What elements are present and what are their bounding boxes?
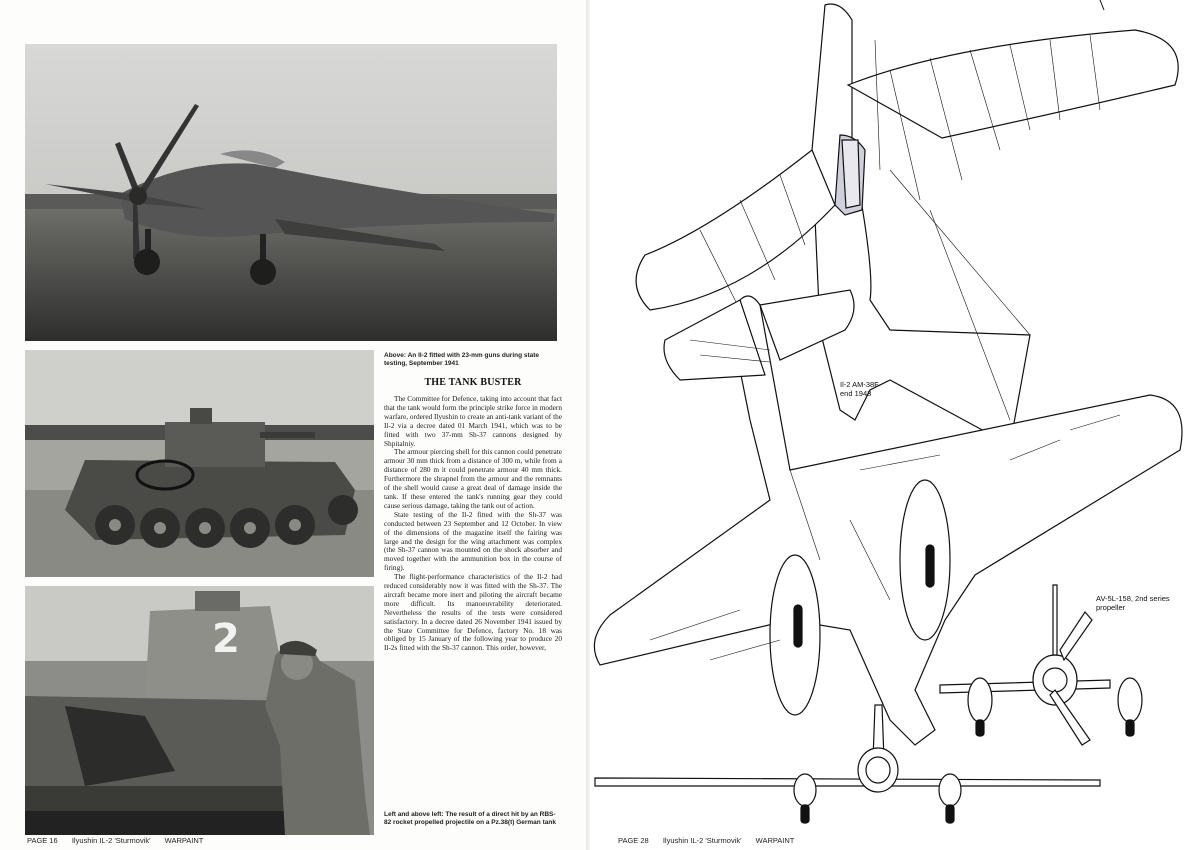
left-page [0, 0, 590, 850]
rear-view [595, 705, 1100, 823]
paragraph: The Committee for Defence, taking into account that fact that the tank would form the principle strike force in modern warfare, ordered Ilyushin to create an anti-tank variant of the Il-2 via a decree dated 01 March 1941, which was to be fitted with two 37-mm Sh-37 cannons designed by Shpitalniy. [384, 395, 562, 448]
photo-destroyed-tank-field [25, 350, 374, 577]
right-page-footer [618, 836, 806, 845]
page-number: PAGE 28 [618, 836, 649, 845]
variant-label [840, 380, 920, 398]
book-title: Ilyushin IL-2 'Sturmovik' [662, 836, 742, 845]
paragraph: The flight-performance characteristics of the Il-2 had reduced considerably now it was fitted with the Sh-37. The aircraft became more inert and piloting the aircraft became more difficult. Its manoeuvrability deteriorated. Nevertheless the results of the tests were considered satisfactory. In a decree dated 26 November 1941 issued by the State Committee for Defence, factory No. 18 was obliged by 15 January of the following year to produce 20 Il-2s fitted with the Sh-37 cannon. This order, however, [384, 572, 562, 653]
left-page-footer [27, 836, 215, 845]
bottom-photo-caption: Left and above left: The result of a direct hit by an RBS-82 rocket propelled projectile on a Pz.38(t) German tank [384, 811, 556, 826]
photo-il2-on-airfield [25, 44, 557, 341]
page-number: PAGE 16 [27, 836, 58, 845]
propeller-type: AV-5L-158, 2nd series [1096, 594, 1170, 603]
tank-turret-number: 2 [212, 616, 240, 662]
section-heading: THE TANK BUSTER [424, 377, 522, 388]
paragraph: The armour piercing shell for this cannon could penetrate armour 30 mm thick from a distance of 300 m, while from a distance of 280 m it could penetrate armour 40 mm thick. Furthermore the shrapnel from the armour and the remnants of the shell would cause a great deal of damage inside the tank. If these entered the tank's running gear they could cause serious damage, taking the tank out of action. [384, 447, 562, 510]
variant-date: end 1943 [840, 389, 872, 398]
variant-name: Il-2 AM-38F [840, 380, 879, 389]
paragraph: State testing of the Il-2 fitted with the Sh-37 was conducted between 23 September and 12 October. In view of the dimensions of the magazine itself the fairing was large and the design for the wing attachment was complex (the Sh-37 cannon was mounted on the shock absorber and moved together with the ammunition box in the course of firing). [384, 509, 562, 573]
series-name: WARPAINT [164, 836, 204, 845]
il2-line-drawing [590, 0, 1190, 850]
propeller-label [1096, 594, 1186, 612]
propeller-word: propeller [1096, 603, 1126, 612]
series-name: WARPAINT [755, 836, 795, 845]
photo-soldier-inspecting-tank [25, 586, 374, 835]
top-photo-caption: Above: An Il-2 fitted with 23-mm guns during state testing, September 1941 [384, 352, 540, 367]
article-body [384, 395, 562, 805]
upper-plan-view [636, 4, 1178, 445]
book-title: Ilyushin IL-2 'Sturmovik' [71, 836, 151, 845]
